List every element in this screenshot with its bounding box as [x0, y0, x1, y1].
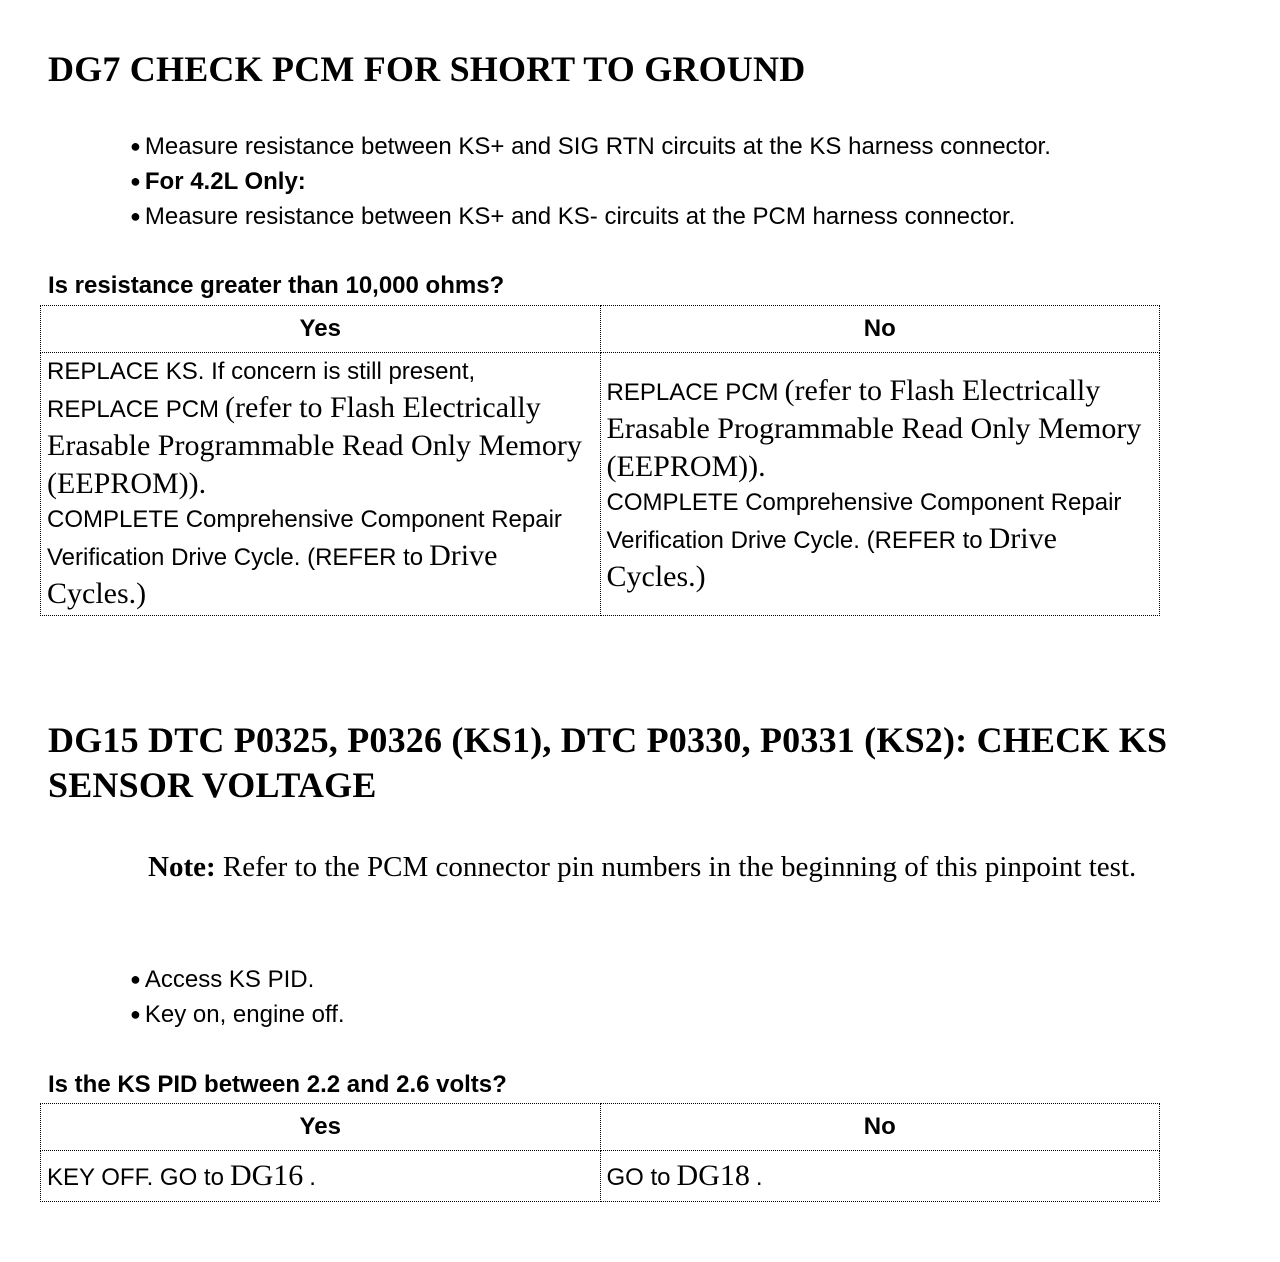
bullet-icon: ●	[130, 136, 141, 156]
note-label: Note:	[148, 851, 216, 883]
note-text: Refer to the PCM connector pin numbers in the beginning of this pinpoint test.	[222, 851, 1137, 883]
question-dg15: Is the KS PID between 2.2 and 2.6 volts?	[48, 1071, 507, 1098]
list-item: ● For 4.2L Only:	[130, 168, 306, 195]
yes-header: Yes	[41, 1104, 601, 1151]
no-cell: REPLACE PCM (refer to Flash Electrically Erasable Programmable Read Only Memory (EEPROM)). COMPLETE Comprehensive Component Repair Verification Drive Cycle. (REFER to Drive Cycles.)	[600, 353, 1160, 616]
instruction-list-dg7	[130, 130, 1051, 235]
answer-table-dg7	[40, 305, 1160, 616]
instruction-list-dg15	[130, 963, 345, 1033]
bullet-icon: ●	[130, 206, 141, 226]
yes-cell: REPLACE KS. If concern is still present, REPLACE PCM (refer to Flash Electrically Erasable Programmable Read Only Memory (EEPROM)). COMPLETE Comprehensive Component Repair Verification Drive Cycle. (REFER to Drive Cycles.)	[41, 353, 601, 616]
no-header: No	[600, 306, 1160, 353]
section-title-dg7: DG7 CHECK PCM FOR SHORT TO GROUND	[48, 49, 806, 89]
yes-header: Yes	[41, 306, 601, 353]
bullet-icon: ●	[130, 969, 141, 989]
yes-cell: KEY OFF. GO to DG16 .	[41, 1151, 601, 1202]
no-cell: GO to DG18 .	[600, 1151, 1160, 1202]
link-dg18[interactable]: DG18	[676, 1159, 750, 1192]
answer-table-dg15	[40, 1103, 1160, 1202]
list-item: ● Measure resistance between KS+ and SIG RTN circuits at the KS harness connector.	[130, 133, 1051, 160]
bullet-icon: ●	[130, 171, 141, 191]
question-dg7: Is resistance greater than 10,000 ohms?	[48, 272, 505, 299]
section-title-dg15: DG15 DTC P0325, P0326 (KS1), DTC P0330, P0331 (KS2): CHECK KS SENSOR VOLTAGE	[48, 720, 1168, 805]
no-header: No	[600, 1104, 1160, 1151]
list-item: ● Access KS PID.	[130, 966, 315, 993]
link-dg16[interactable]: DG16	[229, 1159, 304, 1192]
list-item: ● Measure resistance between KS+ and KS- circuits at the PCM harness connector.	[130, 203, 1016, 230]
note	[148, 848, 1238, 886]
bullet-icon: ●	[130, 1004, 141, 1024]
list-item: ● Key on, engine off.	[130, 1001, 345, 1028]
